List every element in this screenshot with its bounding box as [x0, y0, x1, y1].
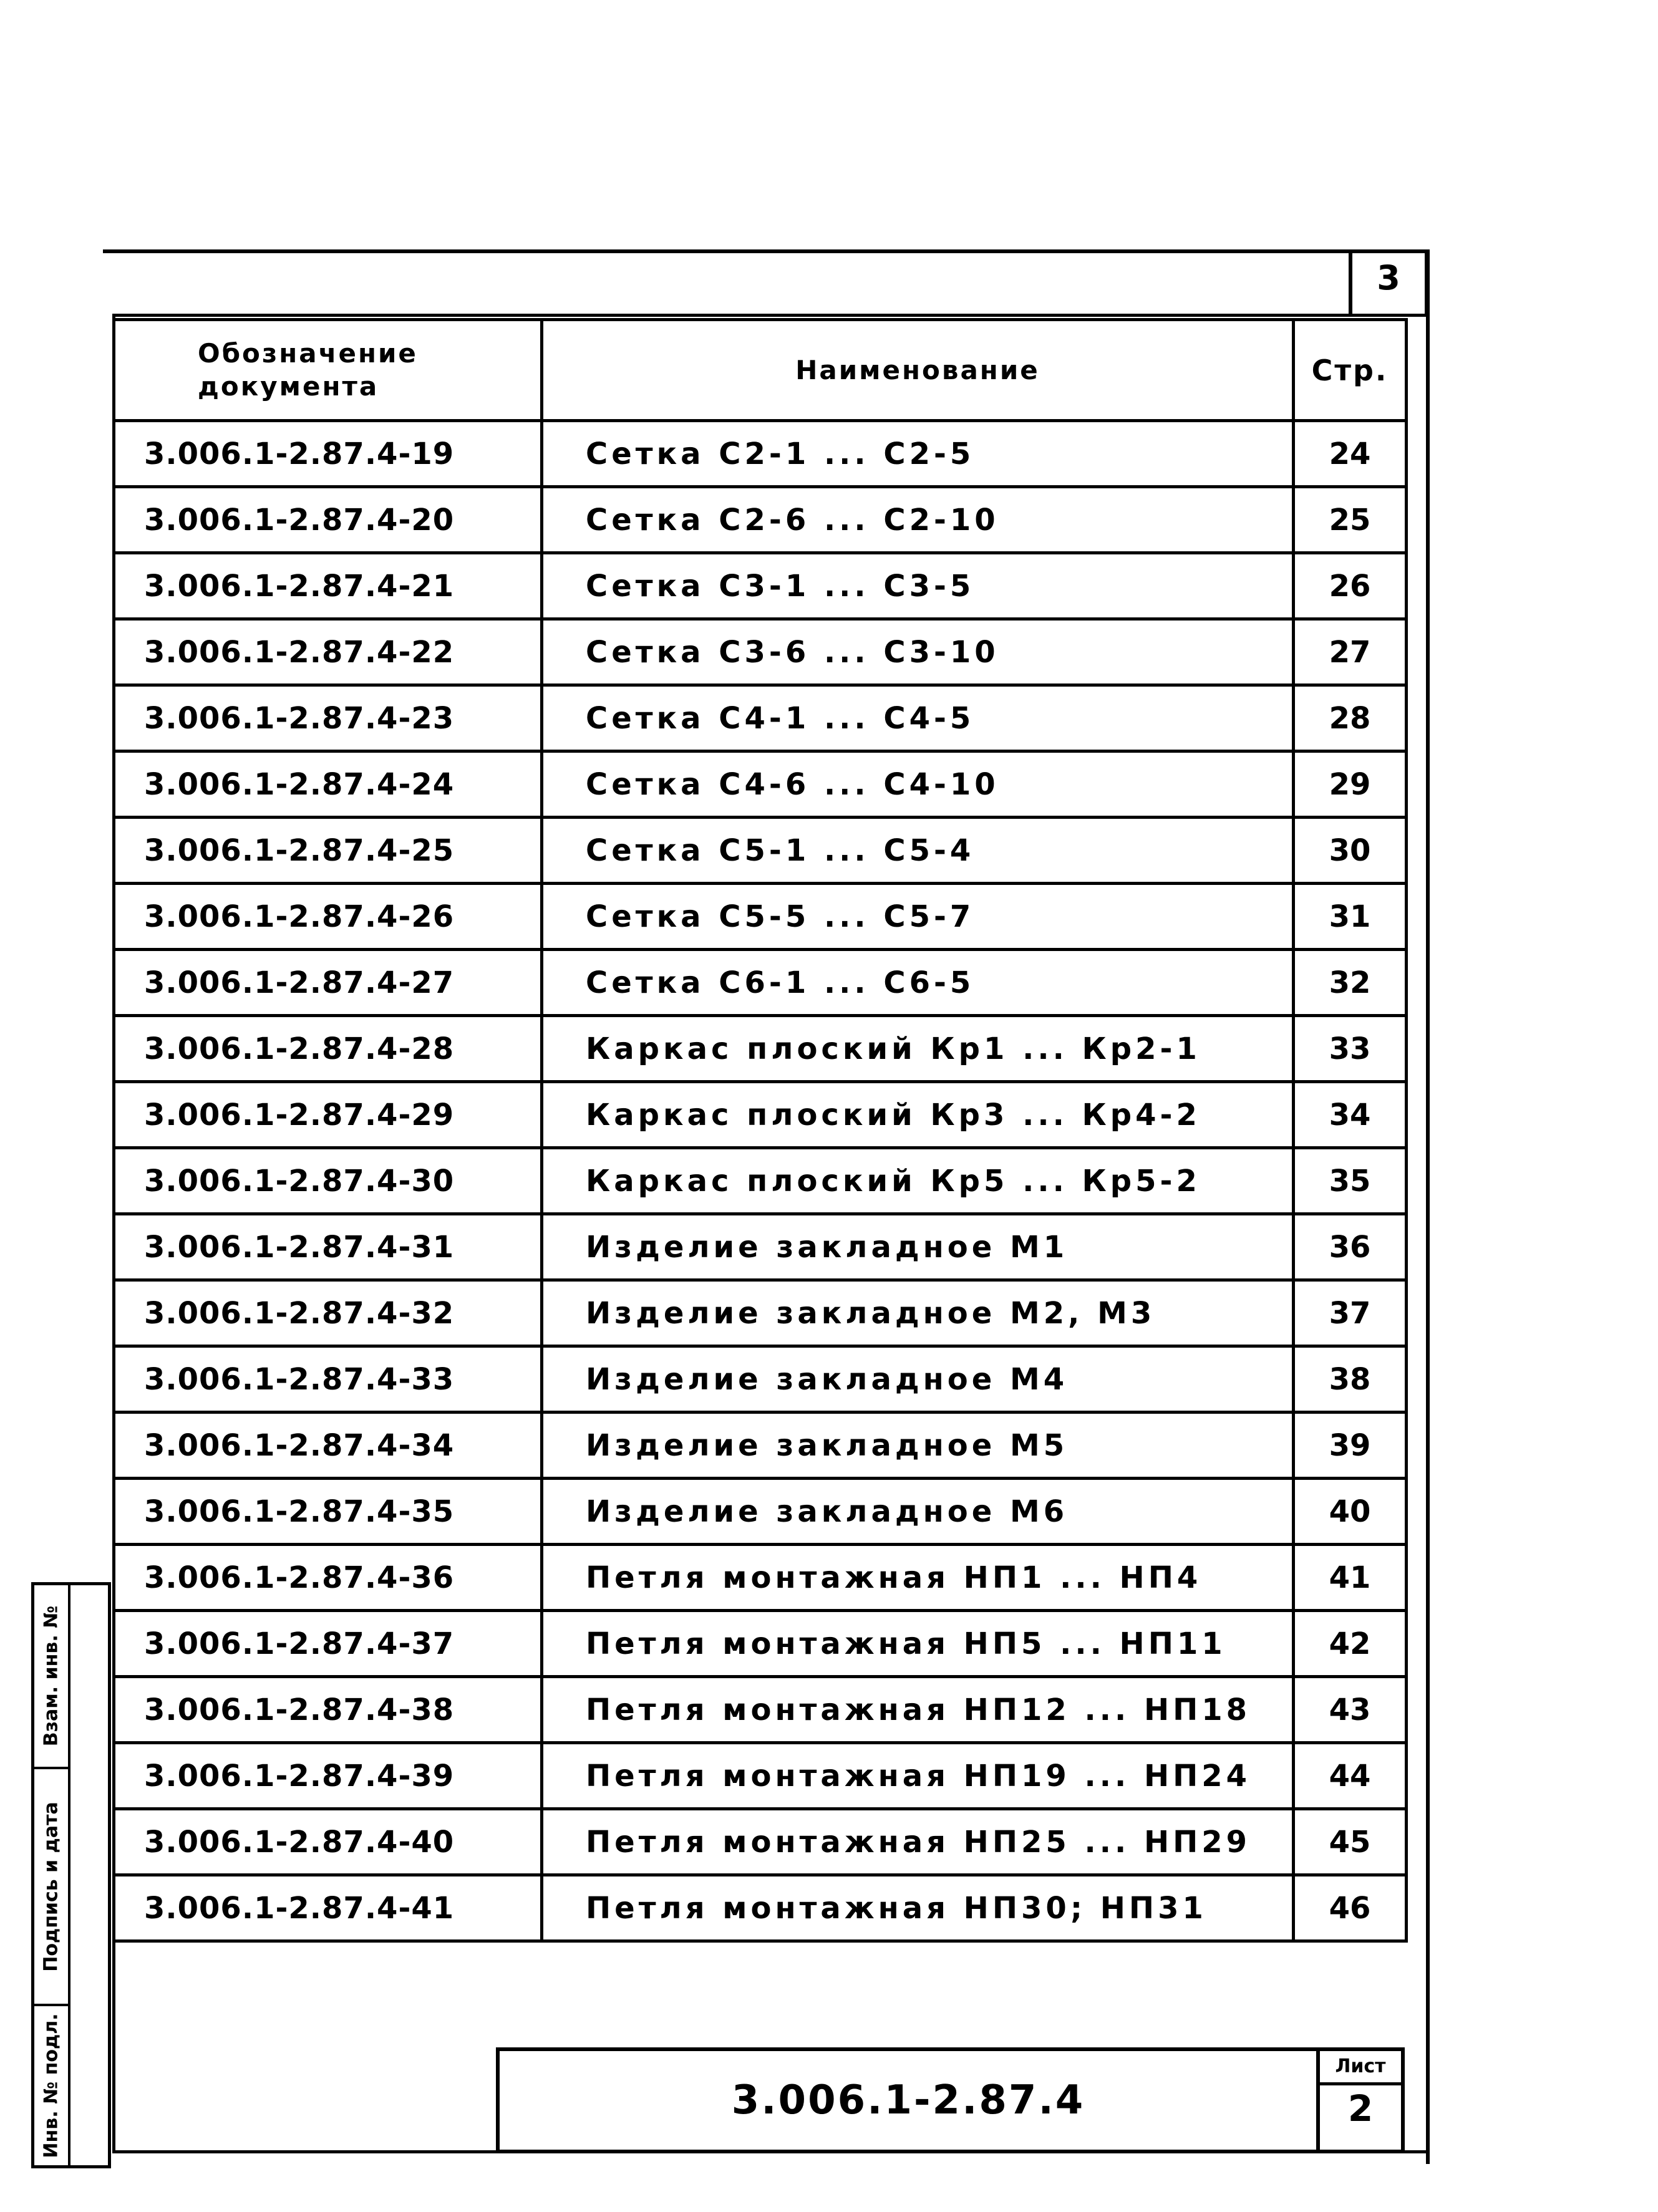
row-code: 3.006.1-2.87.4-21 — [114, 553, 542, 619]
row-name: Петля монтажная НП19 ... НП24 — [542, 1743, 1294, 1809]
table-row — [114, 1479, 1407, 1545]
row-name: Сетка С3-6 ... С3-10 — [542, 619, 1294, 685]
row-code: 3.006.1-2.87.4-33 — [114, 1346, 542, 1413]
strip-inv-replace-cell — [34, 1585, 70, 1769]
row-name: Сетка С2-1 ... С2-5 — [542, 421, 1294, 487]
table-row — [114, 751, 1407, 818]
row-page: 34 — [1294, 1082, 1407, 1148]
table-row — [114, 1214, 1407, 1280]
row-name: Изделие закладное М4 — [542, 1346, 1294, 1413]
row-page: 25 — [1294, 487, 1407, 553]
row-name: Каркас плоский Кр1 ... Кр2-1 — [542, 1016, 1294, 1082]
row-code: 3.006.1-2.87.4-31 — [114, 1214, 542, 1280]
inner-frame-line — [112, 314, 1428, 317]
table-row — [114, 884, 1407, 950]
table-row — [114, 1743, 1407, 1809]
sheet-label: Лист — [1320, 2051, 1401, 2085]
header-page: Стр. — [1294, 320, 1407, 421]
row-code: 3.006.1-2.87.4-22 — [114, 619, 542, 685]
row-name: Петля монтажная НП30; НП31 — [542, 1875, 1294, 1941]
table-row — [114, 1875, 1407, 1941]
row-name: Петля монтажная НП25 ... НП29 — [542, 1809, 1294, 1875]
row-code: 3.006.1-2.87.4-23 — [114, 685, 542, 751]
row-page: 35 — [1294, 1148, 1407, 1214]
sheet-box — [1316, 2051, 1401, 2150]
table-row — [114, 421, 1407, 487]
table-row — [114, 685, 1407, 751]
title-document-code: 3.006.1-2.87.4 — [731, 2077, 1085, 2123]
row-code: 3.006.1-2.87.4-41 — [114, 1875, 542, 1941]
row-page: 31 — [1294, 884, 1407, 950]
table-row — [114, 1545, 1407, 1611]
row-code: 3.006.1-2.87.4-26 — [114, 884, 542, 950]
row-code: 3.006.1-2.87.4-20 — [114, 487, 542, 553]
row-name: Сетка С2-6 ... С2-10 — [542, 487, 1294, 553]
corner-page-box — [1349, 249, 1428, 314]
row-code: 3.006.1-2.87.4-32 — [114, 1280, 542, 1346]
table-row — [114, 1677, 1407, 1743]
table-row — [114, 950, 1407, 1016]
row-name: Изделие закладное М5 — [542, 1413, 1294, 1479]
binding-strip — [31, 1582, 111, 2168]
strip-inv-original-cell — [34, 2006, 70, 2165]
row-code: 3.006.1-2.87.4-40 — [114, 1809, 542, 1875]
row-page: 41 — [1294, 1545, 1407, 1611]
row-code: 3.006.1-2.87.4-19 — [114, 421, 542, 487]
strip-sign-date-cell — [34, 1769, 70, 2006]
row-code: 3.006.1-2.87.4-27 — [114, 950, 542, 1016]
table-row — [114, 1809, 1407, 1875]
row-page: 26 — [1294, 553, 1407, 619]
row-name: Петля монтажная НП1 ... НП4 — [542, 1545, 1294, 1611]
row-page: 39 — [1294, 1413, 1407, 1479]
row-name: Петля монтажная НП5 ... НП11 — [542, 1611, 1294, 1677]
header-name: Наименование — [542, 320, 1294, 421]
row-code: 3.006.1-2.87.4-39 — [114, 1743, 542, 1809]
strip-inv-original-label: Инв. № подл. — [40, 2013, 62, 2158]
row-page: 32 — [1294, 950, 1407, 1016]
title-block — [496, 2047, 1405, 2153]
row-page: 42 — [1294, 1611, 1407, 1677]
table-body — [114, 421, 1407, 1941]
row-name: Изделие закладное М2, М3 — [542, 1280, 1294, 1346]
row-page: 28 — [1294, 685, 1407, 751]
row-page: 38 — [1294, 1346, 1407, 1413]
row-page: 30 — [1294, 818, 1407, 884]
table-row — [114, 553, 1407, 619]
row-page: 24 — [1294, 421, 1407, 487]
row-code: 3.006.1-2.87.4-25 — [114, 818, 542, 884]
table-row — [114, 619, 1407, 685]
row-name: Сетка С4-1 ... С4-5 — [542, 685, 1294, 751]
document-list-table — [112, 318, 1408, 1943]
row-page: 37 — [1294, 1280, 1407, 1346]
row-page: 33 — [1294, 1016, 1407, 1082]
row-page: 44 — [1294, 1743, 1407, 1809]
row-page: 43 — [1294, 1677, 1407, 1743]
row-code: 3.006.1-2.87.4-37 — [114, 1611, 542, 1677]
table-row — [114, 1082, 1407, 1148]
row-code: 3.006.1-2.87.4-30 — [114, 1148, 542, 1214]
row-name: Сетка С3-1 ... С3-5 — [542, 553, 1294, 619]
row-name: Петля монтажная НП12 ... НП18 — [542, 1677, 1294, 1743]
table-row — [114, 1016, 1407, 1082]
row-code: 3.006.1-2.87.4-36 — [114, 1545, 542, 1611]
row-name: Сетка С5-1 ... С5-4 — [542, 818, 1294, 884]
table-row — [114, 1611, 1407, 1677]
table-row — [114, 487, 1407, 553]
row-page: 27 — [1294, 619, 1407, 685]
row-code: 3.006.1-2.87.4-28 — [114, 1016, 542, 1082]
header-code: Обозначение документа — [114, 320, 542, 421]
row-page: 36 — [1294, 1214, 1407, 1280]
row-name: Изделие закладное М6 — [542, 1479, 1294, 1545]
row-code: 3.006.1-2.87.4-34 — [114, 1413, 542, 1479]
strip-inv-replace-label: Взам. инв. № — [40, 1605, 62, 1747]
right-frame-line — [1426, 249, 1430, 2164]
row-page: 45 — [1294, 1809, 1407, 1875]
row-page: 29 — [1294, 751, 1407, 818]
table-row — [114, 1413, 1407, 1479]
row-name: Сетка С4-6 ... С4-10 — [542, 751, 1294, 818]
table-row — [114, 1280, 1407, 1346]
row-code: 3.006.1-2.87.4-38 — [114, 1677, 542, 1743]
row-name: Каркас плоский Кр5 ... Кр5-2 — [542, 1148, 1294, 1214]
table-row — [114, 1148, 1407, 1214]
row-code: 3.006.1-2.87.4-24 — [114, 751, 542, 818]
row-name: Каркас плоский Кр3 ... Кр4-2 — [542, 1082, 1294, 1148]
table-row — [114, 818, 1407, 884]
table-header-row — [114, 320, 1407, 421]
corner-page-number: 3 — [1377, 258, 1400, 297]
row-name: Сетка С5-5 ... С5-7 — [542, 884, 1294, 950]
row-page: 40 — [1294, 1479, 1407, 1545]
sheet-number: 2 — [1347, 2087, 1374, 2130]
top-frame-line — [103, 249, 1430, 253]
row-name: Изделие закладное М1 — [542, 1214, 1294, 1280]
table-row — [114, 1346, 1407, 1413]
strip-sign-date-label: Подпись и дата — [40, 1801, 62, 1972]
row-code: 3.006.1-2.87.4-29 — [114, 1082, 542, 1148]
row-code: 3.006.1-2.87.4-35 — [114, 1479, 542, 1545]
row-page: 46 — [1294, 1875, 1407, 1941]
row-name: Сетка С6-1 ... С6-5 — [542, 950, 1294, 1016]
